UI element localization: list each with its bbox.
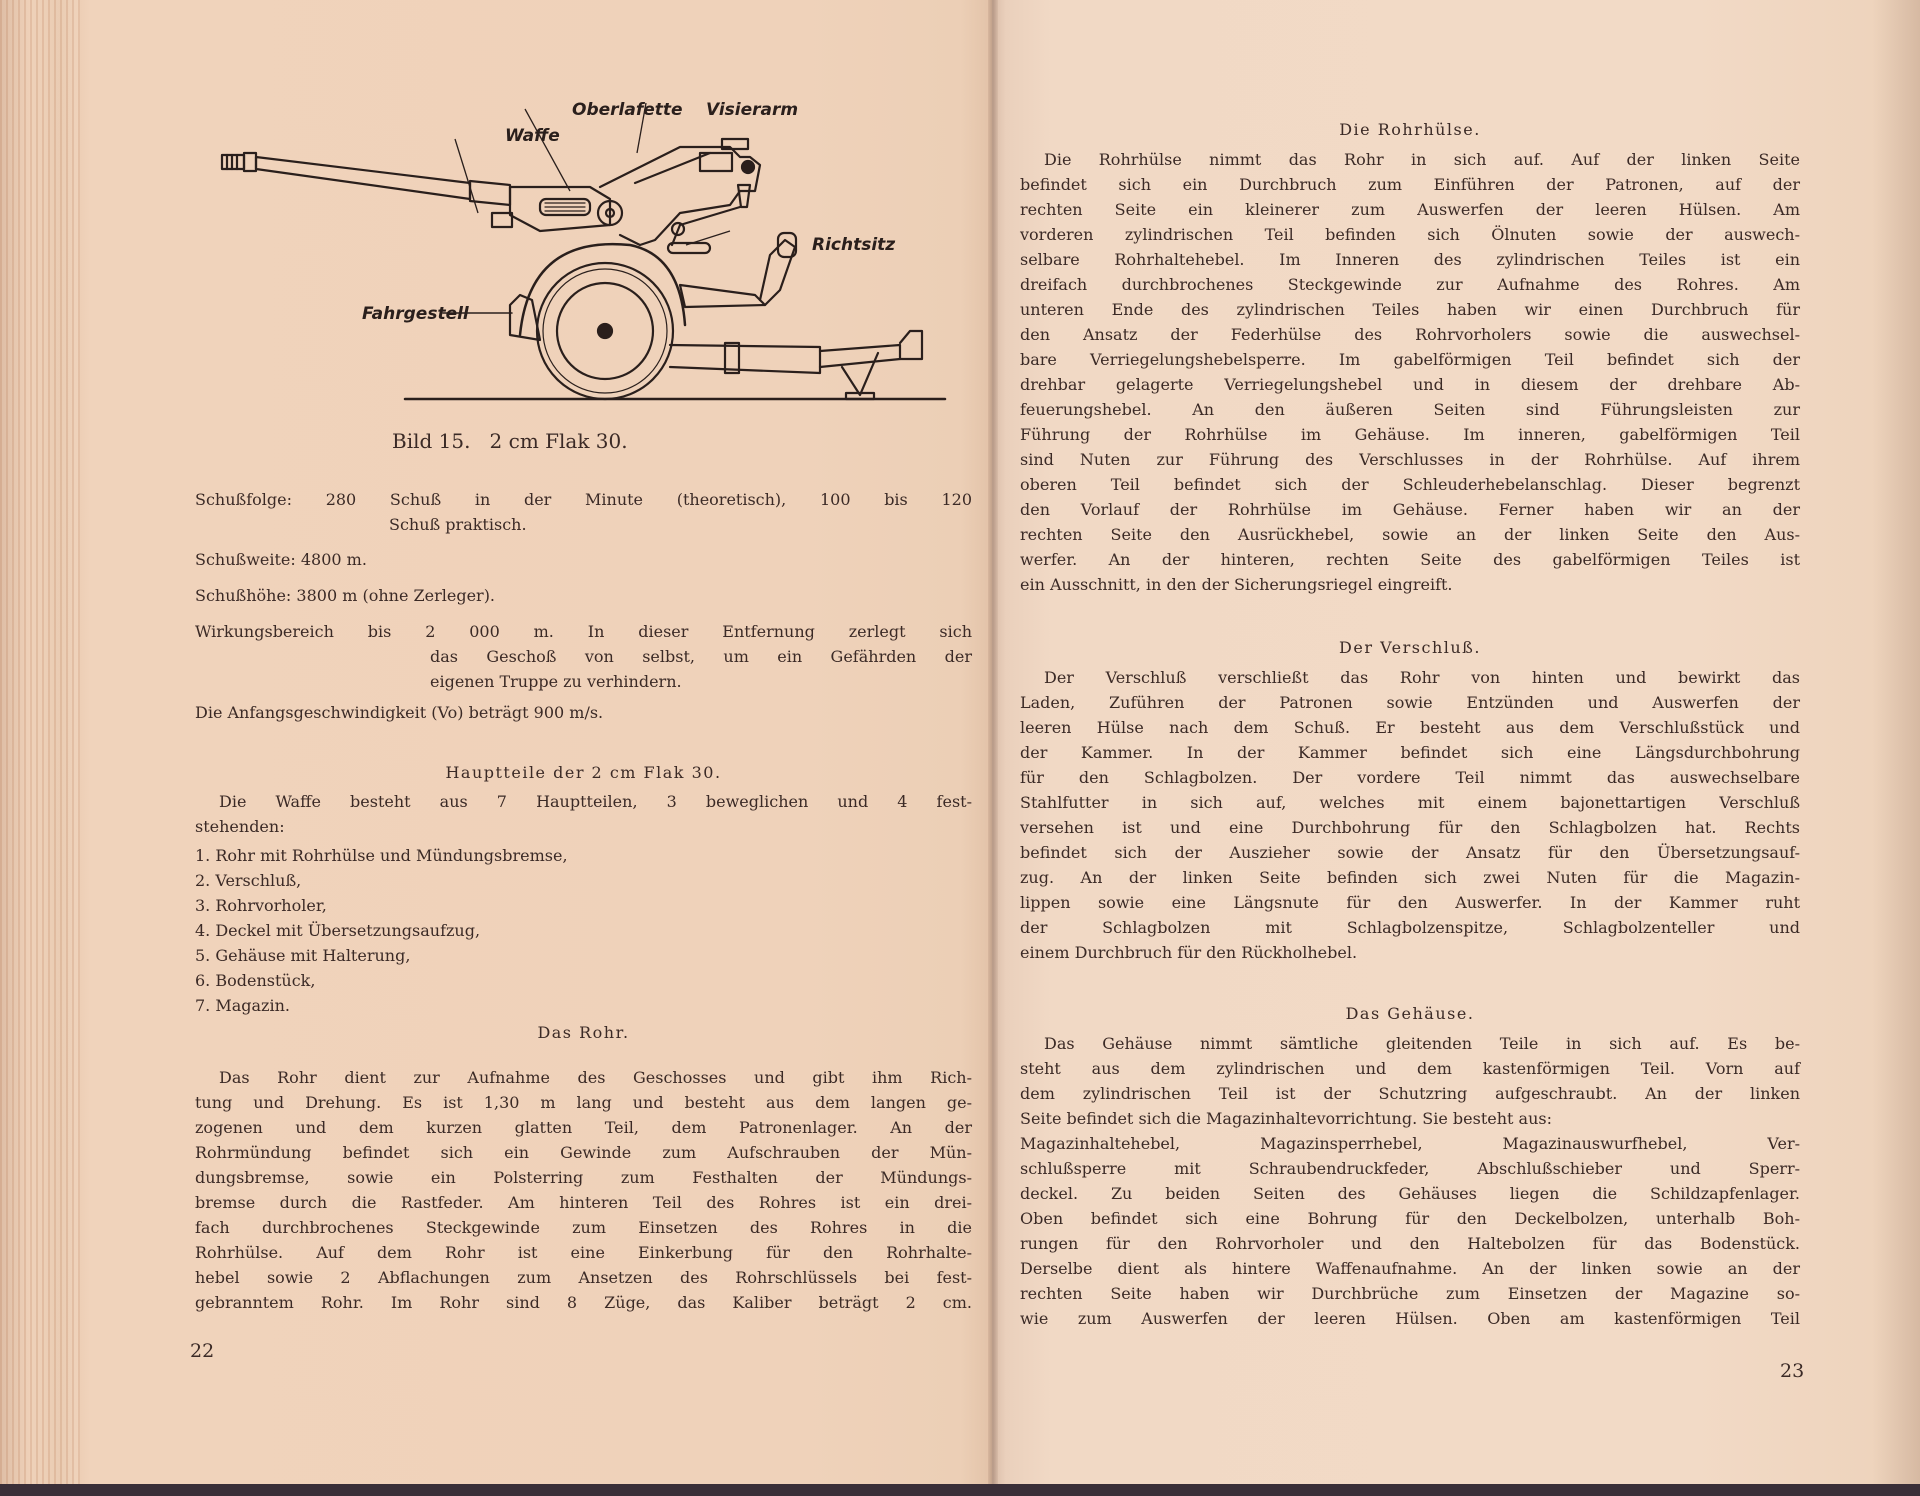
page-number-right: 23	[1780, 1360, 1805, 1382]
body-line: Rohrmündung befindet sich ein Gewinde zum Aufschrauben der Mün-	[195, 1143, 972, 1162]
spec-schussfolge-cont: Schuß praktisch.	[389, 515, 527, 534]
body-line: der Schlagbolzen mit Schlagbolzenspitze, Schlagbolzenteller und	[1020, 918, 1800, 937]
spec-anfangsgeschwindigkeit: Die Anfangsgeschwindigkeit (Vo) beträgt 900 m/s.	[195, 703, 604, 722]
body-line: rungen für den Rohrvorholer und den Haltebolzen für das Bodenstück.	[1020, 1234, 1800, 1253]
body-line: gebranntem Rohr. Im Rohr sind 8 Züge, das Kaliber beträgt 2 cm.	[195, 1293, 972, 1312]
hauptteile-intro-cont: stehenden:	[195, 817, 285, 836]
body-line: dungsbremse, sowie ein Polsterring zum Festhalten der Mündungs-	[195, 1168, 972, 1187]
receiver	[510, 187, 610, 231]
list-item: 3. Rohrvorholer,	[195, 896, 327, 915]
body-line: steht aus dem zylindrischen und dem kastenförmigen Teil. Vorn auf	[1020, 1059, 1800, 1078]
list-item: 6. Bodenstück,	[195, 971, 316, 990]
hauptteile-heading: Hauptteile der 2 cm Flak 30.	[445, 763, 722, 782]
book-gutter	[988, 0, 998, 1484]
spec-schussfolge: Schußfolge: 280 Schuß in der Minute (theoretisch), 100 bis 120	[195, 490, 972, 509]
body-line: werfer. An der hinteren, rechten Seite des gabelförmigen Teiles ist	[1020, 550, 1800, 569]
body-line: Der Verschluß verschließt das Rohr von hinten und bewirkt das	[1044, 668, 1800, 687]
body-line: deckel. Zu beiden Seiten des Gehäuses liegen die Schildzapfenlager.	[1020, 1184, 1800, 1203]
background-edge	[0, 1484, 1920, 1496]
page-number-left: 22	[190, 1340, 215, 1362]
body-line: feuerungshebel. An den äußeren Seiten sind Führungsleisten zur	[1020, 400, 1800, 419]
spec-wirkungsbereich: Wirkungsbereich bis 2 000 m. In dieser Entfernung zerlegt sich	[195, 622, 972, 641]
body-line: Laden, Zuführen der Patronen sowie Entzünden und Auswerfen der	[1020, 693, 1800, 712]
list-item: 7. Magazin.	[195, 996, 290, 1015]
seat	[680, 285, 765, 307]
trail	[670, 345, 820, 373]
body-line: sind Nuten zur Führung des Verschlusses in der Rohrhülse. Auf ihrem	[1020, 450, 1800, 469]
list-item: 5. Gehäuse mit Halterung,	[195, 946, 411, 965]
body-line: leeren Hülse nach dem Schuß. Er besteht aus dem Verschlußstück und	[1020, 718, 1800, 737]
body-line: Magazinhaltehebel, Magazinsperrhebel, Magazinauswurfhebel, Ver-	[1020, 1134, 1800, 1153]
spec-wirkungsbereich-end: eigenen Truppe zu verhindern.	[430, 672, 682, 691]
body-line: hebel sowie 2 Abflachungen zum Ansetzen des Rohrschlüssels bei fest-	[195, 1268, 972, 1287]
body-line: dem zylindrischen Teil ist der Schutzring aufgeschraubt. An der linken	[1020, 1084, 1800, 1103]
hauptteile-section	[195, 763, 972, 1052]
spec-schussweite: Schußweite: 4800 m.	[195, 550, 367, 569]
body-line: tung und Drehung. Es ist 1,30 m lang und besteht aus dem langen ge-	[195, 1093, 972, 1112]
label-waffe: Waffe	[505, 126, 560, 146]
body-line: Das Rohr dient zur Aufnahme des Geschosses und gibt ihm Rich-	[219, 1068, 972, 1087]
gehaeuse-heading: Das Gehäuse.	[1345, 1004, 1475, 1023]
front-bracket	[510, 295, 540, 340]
body-line: bare Verriegelungshebelsperre. Im gabelförmigen Teil befindet sich der	[1020, 350, 1800, 369]
body-line: selbare Rohrhaltehebel. Im Inneren des zylindrischen Teiles ist ein	[1020, 250, 1800, 269]
list-item: 4. Deckel mit Übersetzungsaufzug,	[195, 921, 481, 940]
body-line: der Kammer. In der Kammer befindet sich eine Längsdurchbohrung	[1020, 743, 1800, 762]
rohrhuelse-heading: Die Rohrhülse.	[1339, 120, 1481, 139]
upper-carriage	[600, 147, 760, 245]
body-line: drehbar gelagerte Verriegelungshebel und in diesem der drehbare Ab-	[1020, 375, 1800, 394]
verschluss-section	[1020, 638, 1800, 968]
list-item: 1. Rohr mit Rohrhülse und Mündungsbremse,	[195, 846, 568, 865]
body-line: einem Durchbruch für den Rückholhebel.	[1020, 943, 1358, 962]
body-line: unteren Ende des zylindrischen Teiles haben wir einen Durchbruch für	[1020, 300, 1800, 319]
body-line: Stahlfutter in sich auf, welches mit einem bajonettartigen Verschluß	[1020, 793, 1800, 812]
das-rohr-section	[195, 1068, 972, 1318]
page-edges	[0, 0, 80, 1484]
das-rohr-heading: Das Rohr.	[537, 1023, 630, 1042]
rohrhuelse-section	[1020, 120, 1800, 600]
body-line: rechten Seite haben wir Durchbrüche zum Einsetzen der Magazine so-	[1020, 1284, 1800, 1303]
body-line: Führung der Rohrhülse im Gehäuse. Im inneren, gabelförmigen Teil	[1020, 425, 1800, 444]
body-line: zug. An der linken Seite befinden sich zwei Nuten für die Magazin-	[1020, 868, 1800, 887]
body-line: Seite befindet sich die Magazinhaltevorrichtung. Sie besteht aus:	[1020, 1109, 1552, 1128]
specs-block	[195, 490, 972, 728]
body-line: lippen sowie eine Längsnute für den Auswerfer. In der Kammer ruht	[1020, 893, 1800, 912]
body-line: Oben befindet sich eine Bohrung für den Deckelbolzen, unterhalb Boh-	[1020, 1209, 1800, 1228]
spec-wirkungsbereich-cont: das Geschoß von selbst, um ein Gefährden der	[430, 647, 972, 666]
body-line: versehen ist und eine Durchbohrung für den Schlagbolzen hat. Rechts	[1020, 818, 1800, 837]
body-line: schlußsperre mit Schraubendruckfeder, Abschlußschieber und Sperr-	[1020, 1159, 1800, 1178]
figure-caption: Bild 15. 2 cm Flak 30.	[392, 429, 628, 453]
body-line: vorderen zylindrischen Teil befinden sich Ölnuten sowie der auswech-	[1020, 225, 1800, 244]
label-fahrgestell: Fahrgestell	[362, 304, 469, 324]
body-line: für den Schlagbolzen. Der vordere Teil nimmt das auswechselbare	[1020, 768, 1800, 787]
barrel	[256, 157, 470, 199]
verschluss-heading: Der Verschluß.	[1339, 638, 1481, 657]
body-line: befindet sich ein Durchbruch zum Einführen der Patronen, auf der	[1020, 175, 1800, 194]
body-line: zogenen und dem kurzen glatten Teil, dem Patronenlager. An der	[195, 1118, 972, 1137]
body-line: dreifach durchbrochenes Steckgewinde zur Aufnahme des Rohres. Am	[1020, 275, 1800, 294]
body-line: den Ansatz der Federhülse des Rohrvorholers sowie die auswechsel-	[1020, 325, 1800, 344]
body-line: Die Rohrhülse nimmt das Rohr in sich auf. Auf der linken Seite	[1044, 150, 1800, 169]
spec-schusshoehe: Schußhöhe: 3800 m (ohne Zerleger).	[195, 586, 496, 605]
body-line: ein Ausschnitt, in den der Sicherungsriegel eingreift.	[1020, 575, 1453, 594]
body-line: bremse durch die Rastfeder. Am hinteren Teil des Rohres ist ein drei-	[195, 1193, 972, 1212]
body-line: Rohrhülse. Auf dem Rohr ist eine Einkerbung für den Rohrhalte-	[195, 1243, 972, 1262]
gehaeuse-section	[1020, 1004, 1800, 1334]
body-line: oberen Teil befindet sich der Schleuderhebelanschlag. Dieser begrenzt	[1020, 475, 1800, 494]
label-visierarm: Visierarm	[706, 100, 799, 120]
body-line: den Vorlauf der Rohrhülse im Gehäuse. Ferner haben wir an der	[1020, 500, 1800, 519]
list-item: 2. Verschluß,	[195, 871, 302, 890]
body-line: rechten Seite ein kleinerer zum Auswerfen der leeren Hülsen. Am	[1020, 200, 1800, 219]
body-line: befindet sich der Auszieher sowie der Ansatz für den Übersetzungsauf-	[1020, 843, 1800, 862]
body-line: Das Gehäuse nimmt sämtliche gleitenden Teile in sich auf. Es be-	[1044, 1034, 1800, 1053]
body-line: wie zum Auswerfen der leeren Hülsen. Oben am kastenförmigen Teil	[1020, 1309, 1800, 1328]
body-line: fach durchbrochenes Steckgewinde zum Einsetzen des Rohres in die	[195, 1218, 972, 1237]
flak-diagram	[210, 95, 970, 415]
label-oberlafette: Oberlafette	[572, 100, 683, 120]
hauptteile-intro: Die Waffe besteht aus 7 Hauptteilen, 3 beweglichen und 4 fest-	[219, 792, 972, 811]
label-richtsitz: Richtsitz	[812, 235, 896, 255]
body-line: Derselbe dient als hintere Waffenaufnahme. An der linken sowie an der	[1020, 1259, 1800, 1278]
body-line: rechten Seite den Ausrückhebel, sowie an der linken Seite den Aus-	[1020, 525, 1800, 544]
